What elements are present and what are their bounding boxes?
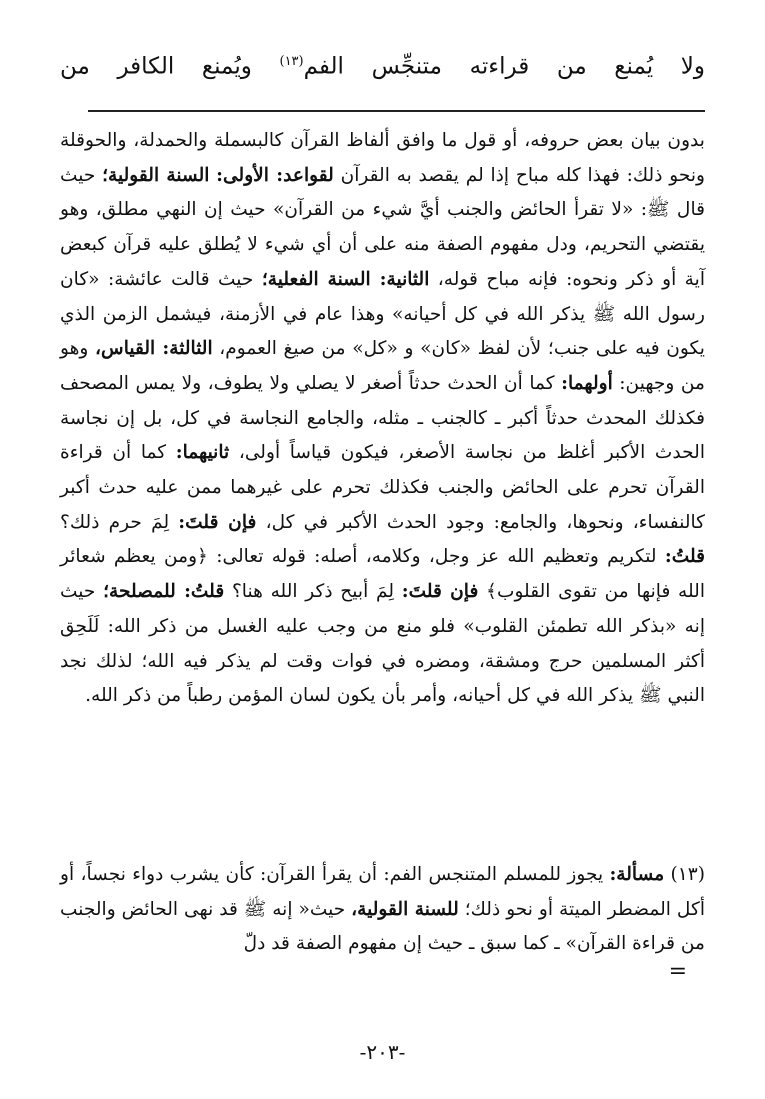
matn-line — [60, 40, 705, 84]
matn-text-after: ويُمنع الكافر من — [60, 53, 252, 80]
separator-rule — [88, 110, 705, 112]
commentary-body — [60, 124, 705, 714]
page-number: -٢٠٣- — [359, 1040, 406, 1064]
commentary-paragraph: بدون بيان بعض حروفه، أو قول ما وافق ألفاظ القرآن كالبسملة والحمدلة، والحوقلة ونحو ذلك: فهذا كله مباح إذا لم يقصد به القرآن لقواعد: الأولى: السنة القولية؛ حيث قال ﷺ: «لا تقرأ الحائض والجنب أيَّ شيء من القرآن» حيث إن النهي مطلق، وهو يقتضي التحريم، ودل مفهوم الصفة منه على أن أي شيء لا يُطلق عليه قرآن كبعض آية أو ذكر ونحوه: فإنه مباح قوله، الثانية: السنة الفعلية؛ حيث قالت عائشة: «كان رسول الله ﷺ يذكر الله في كل أحيانه» وهذا عام في الأزمنة، فيشمل الزمن الذي يكون فيه على جنب؛ لأن لفظ «كان» و «كل» من صيغ العموم، الثالثة: القياس، وهو من وجهين: أولهما: كما أن الحدث حدثاً أصغر لا يصلي ولا يطوف، ولا يمس المصحف فكذلك المحدث حدثاً أكبر ـ كالجنب ـ مثله، والجامع النجاسة في كل، بل إن نجاسة الحدث الأكبر أغلظ من نجاسة الأصغر، فيكون قياساً أولى، ثانيهما: كما أن قراءة القرآن تحرم على الحائض والجنب فكذلك تحرم على غيرهما ممن عليه حدث أكبر كالنفساء، ونحوها، والجامع: وجود الحدث الأكبر في كل، فإن قلتَ: لِمَ حرم ذلك؟ قلتُ: لتكريم وتعظيم الله عز وجل، وكلامه، أصله: قوله تعالى: ﴿ومن يعظم شعائر الله فإنها من تقوى القلوب﴾ فإن قلتَ: لِمَ أبيح ذكر الله هنا؟ قلتُ: للمصلحة؛ حيث إنه «بذكر الله تطمئن القلوب» فلو منع من وجب عليه الغسل من ذكر الله: لَلَحِق أكثر المسلمين حرج ومشقة، ومضره في فوات وقت لم يذكر فيه الله؛ لذلك نجد النبي ﷺ يذكر الله في كل أحيانه، وأمر بأن يكون لسان المؤمن رطباً من ذكر الله. — [60, 130, 705, 707]
footnote-paragraph: (١٣) مسألة: يجوز للمسلم المتنجس الفم: أن يقرأ القرآن: كأن يشرب دواء نجساً، أو أكل المضطر الميتة أو نحو ذلك؛ للسنة القولية، حيث« إنه ﷺ قد نهى الحائض والجنب من قراءة القرآن» ـ كما سبق ـ حيث إن مفهوم الصفة قد دلّ — [60, 864, 705, 955]
footnote-13 — [60, 858, 705, 962]
footnote-number: (١٣) — [670, 864, 705, 885]
matn-text-before: ولا يُمنع من قراءته متنجِّس الفم — [303, 53, 705, 80]
footnote-ref[interactable]: (١٣) — [279, 54, 304, 69]
continued-marker: = — [668, 959, 687, 984]
